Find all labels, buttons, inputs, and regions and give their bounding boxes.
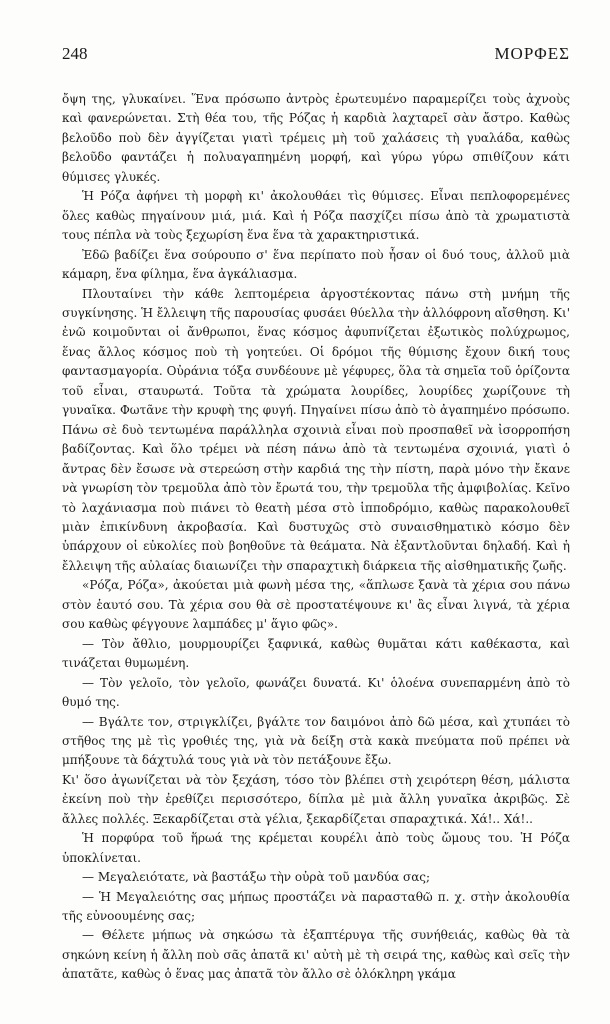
paragraph: — Τὸν ἄθλιο, μουρμουρίζει ξαφνικά, καθὼς θυμᾶται κάτι καθέκαστα, καὶ τινάζεται θυμωμένη. — [62, 636, 570, 671]
paragraph: Ἡ Ρόζα ἀφήνει τὴ μορφὴ κι' ἀκολουθάει τὶς θύμισες. Εἶναι πεπλοφορεμένες ὅλες καθὼς πηγαίνουν μιά, μιά. Καὶ ἡ Ρόζα πασχίζει πίσω ἀπὸ τὰ χρωματιστὰ τους πέπλα νὰ τοὺς ξεχωρίση ἕνα ἕνα τὰ χαρακτηριστικά. — [62, 189, 570, 243]
paragraph: Ἡ πορφύρα τοῦ ἥρωά της κρέμεται κουρέλι ἀπὸ τοὺς ὤμους του. Ἡ Ρόζα ὑποκλίνεται. — [62, 831, 570, 865]
paragraph: Κι' ὅσο ἀγωνίζεται νὰ τὸν ξεχάση, τόσο τὸν βλέπει στὴ χειρότερη θέση, μάλιστα ἐκείνη ποὺ τὴν ἐρεθίζει περισσότερο, δίπλα μὲ μιὰ ἄλλη γυναῖκα ἀκριβῶς. Σὲ ἄλλες πολλές. Ξεκαρδίζεται στὰ γέλια, ξεκαρδίζεται σπαραχτικά. Χά!.. Χά!.. — [62, 772, 570, 826]
running-head: ΜΟΡΦΕΣ — [494, 44, 570, 63]
paragraph: — Ἡ Μεγαλειότης σας μήπως προστάζει νὰ παρασταθῶ π. χ. στὴν ἀκολουθία τῆς εὐνοουμένης σας; — [62, 889, 570, 924]
paragraph: — Θέλετε μήπως νὰ σηκώσω τὰ ἐξαπτέρυγα τῆς συνήθειάς, καθὼς θὰ τὰ σηκώνη κείνη ἡ ἄλλη ποὺ σᾶς ἀπατᾶ κι' αὐτὴ μὲ τὴ σειρά της, καθὼς καὶ σεῖς τὴν ἀπατᾶτε, καθὼς ὁ ἕνας μας ἀπατᾶ τὸν ἄλλο σὲ ὁλόκληρη γκάμα — [62, 928, 570, 982]
paragraph: ὄψη της, γλυκαίνει. Ἕνα πρόσωπο ἀντρὸς ἐρωτευμένο παραμερίζει τοὺς ἀχνοὺς καὶ φανερώνεται. Στὴ θέα του, τῆς Ρόζας ἡ καρδιὰ λαχταρεῖ σὰν ἄστρο. Καθὼς βελοῦδο ποὺ δὲν ἀγγίζεται γιατὶ τρέμεις μὴ τοῦ χαλάσεις τὴ γυαλάδα, καθὼς βελοῦδο φαντάζει ἡ πολυαγαπημένη μορφή, καὶ γύρω γύρω σπιθίζουν κάτι θύμισες γλυκές. — [62, 92, 570, 184]
paragraph: «Ρόζα, Ρόζα», ἀκούεται μιὰ φωνὴ μέσα της, «ἅπλωσε ξανὰ τὰ χέρια σου πάνω στὸν ἑαυτό σου. Τὰ χέρια σου θὰ σὲ προστατέψουνε κι' ἂς εἶναι λιγνά, τὰ χέρια σου καθὼς φέγγουνε λαμπάδες μ' ἅγιο φῶς». — [62, 578, 570, 632]
paragraph: — Μεγαλειότατε, νὰ βαστάξω τὴν οὐρὰ τοῦ μανδύα σας; — [82, 870, 431, 885]
paragraph: Ἐδῶ βαδίζει ἕνα σούρουπο σ' ἕνα περίπατο ποὺ ἦσαν οἱ δυό τους, ἀλλοῦ μιὰ κάμαρη, ἕνα φίλημα, ἕνα ἀγκάλιασμα. — [62, 247, 570, 282]
paragraph: — Βγάλτε τον, στριγκλίζει, βγάλτε τον δαιμόνοι ἀπὸ δῶ μέσα, καὶ χτυπάει τὸ στῆθος της μὲ τὶς γροθιές της, γιὰ νὰ δείξη στὰ κακὰ πνεύματα ποῦ πρέπει νὰ μπήξουνε τὰ δάχτυλά τους γιὰ νὰ τὸν πετάξουνε ἔξω. — [62, 714, 570, 768]
paragraph: Πλουταίνει τὴν κάθε λεπτομέρεια ἀργοστέκοντας πάνω στὴ μνήμη τῆς συγκίνησης. Ἡ ἔλλειψη τῆς παρουσίας φυσάει θύελλα τὴν ἀλλόφρονη αἴσθηση. Κι' ἐνῶ κοιμοῦνται οἱ ἄνθρωποι, ἕνας κόσμος ἀφυπνίζεται ἐξωτικὸς πολύχρωμος, ἕνας ἄλλος κόσμος ποὺ τὴ γοητεύει. Οἱ δρόμοι τῆς θύμισης ἔχουν δική τους φαντασμαγορία. Οὐράνια τόξα συνδέουνε μὲ γέφυρες, ὅλα τὰ σημεῖα τοῦ ὁρίζοντα τοῦ εἶναι, σταυρωτά. Τοῦτα τὰ χρώματα λουρίδες, λουρίδες χωρίζουνε τὴ γυναῖκα. Φωτᾶνε τὴν κρυφὴ της φυγή. Πηγαίνει πίσω ἀπὸ τὸ ἀγαπημένο πρόσωπο. Πάνω σὲ δυὸ τεντωμένα παράλληλα σχοινιὰ εἶναι ποὺ προσπαθεῖ νὰ ἰσορροπήση βαδίζοντας. Καὶ ὅλο τρέμει νὰ πέση πάνω ἀπὸ τὰ τεντωμένα σχοινιά, γιατὶ ὁ ἄντρας δὲν ἔσωσε νὰ στερεώση στὴν καρδιά της τὴν πίστη, παρὰ μόνο τὴν ἔκανε νὰ γνωρίση τὸν τρεμοῦλα ἀπὸ τὸν ἔρωτά του, τὴν τρεμοῦλα τῆς ἀμφιβολίας. Κεῖνο τὸ λαχάνιασμα ποὺ πιάνει τὸ θεατὴ μέσα στὸ ἱπποδρόμιο, καθὼς παρακολουθεῖ μιὰν ἐπικίνδυνη ἀκροβασία. Καὶ δυστυχῶς στὸ συναισθηματικὸ κόσμο δὲν ὑπάρχουν οἱ εὐκολίες ποὺ βοηθοῦνε τὰ θεάματα. Νὰ ἐξαντλοῦνται δηλαδή. Καὶ ἡ ἔλλειψη τῆς αὐλαίας διαιωνίζει τὴν σπαραχτικὴ διάρκεια τῆς αἰσθηματικῆς ζωῆς. — [62, 286, 570, 573]
body-text — [62, 90, 570, 985]
page-header — [62, 44, 570, 74]
paragraph: — Τὸν γελοῖο, τὸν γελοῖο, φωνάζει δυνατά. Κι' ὁλοένα συνεπαρμένη ἀπὸ τὸ θυμό της. — [62, 675, 570, 710]
page-number: 248 — [62, 44, 88, 63]
